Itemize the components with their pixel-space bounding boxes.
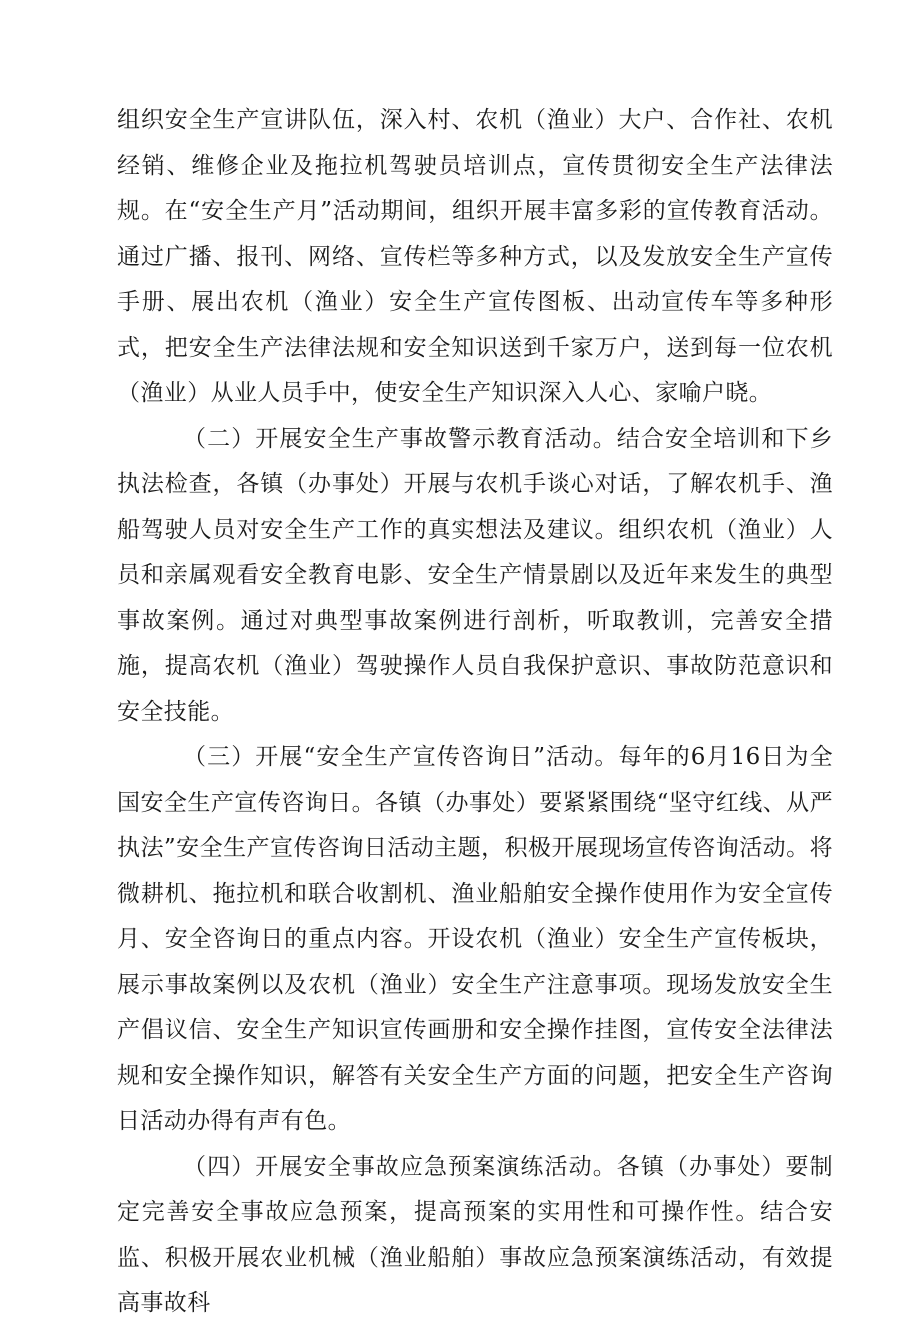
paragraph-continuation: 组织安全生产宣讲队伍，深入村、农机（渔业）大户、合作社、农机经销、维修企业及拖拉机驾驶员培训点，宣传贯彻安全生产法律法规。在“安全生产月”活动期间，组织开展丰富多彩的宣传教育活动。通过广播、报刊、网络、宣传栏等多种方式，以及发放安全生产宣传手册、展出农机（渔业）安全生产宣传图板、出动宣传车等多种形式，把安全生产法律法规和安全知识送到千家万户，送到每一位农机（渔业）从业人员手中，使安全生产知识深入人心、家喻户晓。 bbox=[117, 107, 833, 406]
paragraph-section-3: （三）开展“安全生产宣传咨询日”活动。每年的6月16日为全国安全生产宣传咨询日。各镇（办事处）要紧紧围绕“坚守红线、从严执法”安全生产宣传咨询日活动主题，积极开展现场宣传咨询活动。将微耕机、拖拉机和联合收割机、渔业船舶安全操作使用作为安全宣传月、安全咨询日的重点内容。开设农机（渔业）安全生产宣传板块，展示事故案例以及农机（渔业）安全生产注意事项。现场发放安全生产倡议信、安全生产知识宣传画册和安全操作挂图，宣传安全法律法规和安全操作知识，解答有关安全生产方面的问题，把安全生产咨询日活动办得有声有色。 bbox=[117, 744, 833, 1134]
body-text bbox=[117, 98, 833, 1327]
paragraph-section-4: （四）开展安全事故应急预案演练活动。各镇（办事处）要制定完善安全事故应急预案，提高预案的实用性和可操作性。结合安监、积极开展农业机械（渔业船舶）事故应急预案演练活动，有效提高事故科 bbox=[117, 1153, 833, 1316]
paragraph-section-2: （二）开展安全生产事故警示教育活动。结合安全培训和下乡执法检查，各镇（办事处）开展与农机手谈心对话，了解农机手、渔船驾驶人员对安全生产工作的真实想法及建议。组织农机（渔业）人员和亲属观看安全教育电影、安全生产情景剧以及近年来发生的典型事故案例。通过对典型事故案例进行剖析，听取教训，完善安全措施，提高农机（渔业）驾驶操作人员自我保护意识、事故防范意识和安全技能。 bbox=[117, 425, 833, 725]
